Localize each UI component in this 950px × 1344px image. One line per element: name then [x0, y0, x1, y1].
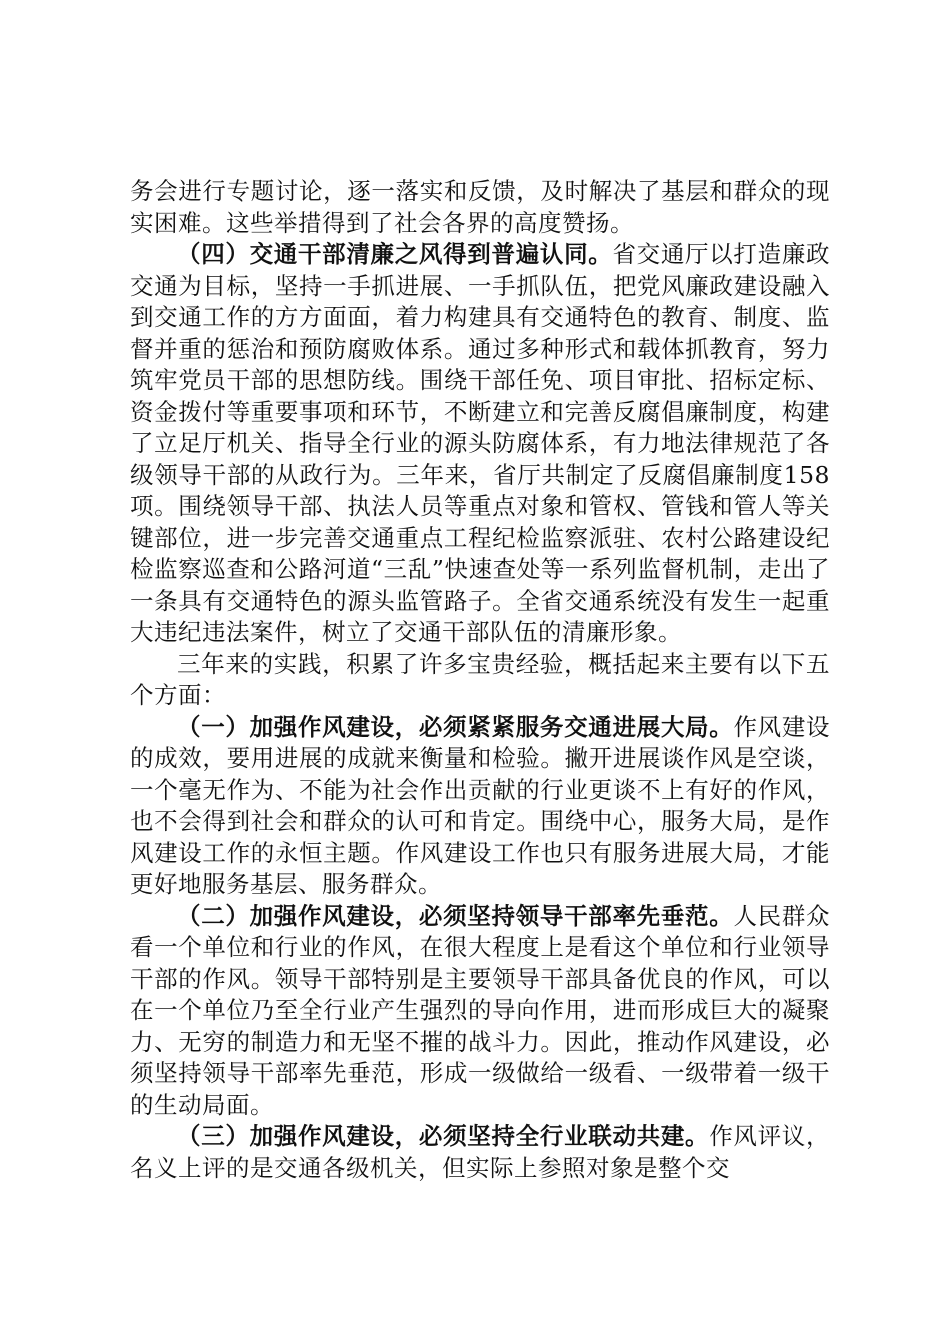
paragraph-continuation: [130, 176, 830, 239]
document-body: [130, 176, 830, 1184]
paragraph-heading: （三）加强作风建设，必须坚持全行业联动共建。: [177, 1122, 710, 1150]
paragraph-experience-two: [130, 901, 830, 1122]
paragraph-experience-three: [130, 1121, 830, 1184]
paragraph-experience-one: [130, 712, 830, 901]
paragraph-text: 三年来的实践，积累了许多宝贵经验，概括起来主要有以下五个方面：: [130, 649, 830, 709]
paragraph-text: 作风建设的成效，要用进展的成就来衡量和检验。撇开进展谈作风是空谈，一个毫无作为、不能为社会作出贡献的行业更谈不上有好的作风，也不会得到社会和群众的认可和肯定。围绕中心，服务大局，是作风建设工作的永恒主题。作风建设工作也只有服务进展大局，才能更好地服务基层、服务群众。: [130, 712, 831, 898]
paragraph-heading: （一）加强作风建设，必须紧紧服务交通进展大局。: [177, 712, 734, 741]
paragraph-text: 人民群众看一个单位和行业的作风，在很大程度上是看这个单位和行业领导干部的作风。领导干部特别是主要领导干部具备优良的作风，可以在一个单位乃至全行业产生强烈的导向作用，进而形成巨大的凝聚力、无穷的制造力和无坚不摧的战斗力。因此，推动作风建设，必须坚持领导干部率先垂范，形成一级做给一级看、一级带着一级干的生动局面。: [130, 901, 831, 1119]
paragraph-text: 省交通厅以打造廉政交通为目标，坚持一手抓进展、一手抓队伍，把党风廉政建设融入到交通工作的方方面面，着力构建具有交通特色的教育、制度、监督并重的惩治和预防腐败体系。通过多种形式和载体抓教育，努力筑牢党员干部的思想防线。围绕干部任免、项目审批、招标定标、资金拨付等重要事项和环节，不断建立和完善反腐倡廉制度，构建了立足厅机关、指导全行业的源头防腐体系，有力地法律规范了各级领导干部的从政行为。三年来，省厅共制定了反腐倡廉制度158项。围绕领导干部、执法人员等重点对象和管权、管钱和管人等关键部位，进一步完善交通重点工程纪检监察派驻、农村公路建设纪检监察巡查和公路河道“三乱”快速查处等一系列监督机制，走出了一条具有交通特色的源头监管路子。全省交通系统没有发生一起重大违纪违法案件，树立了交通干部队伍的清廉形象。: [130, 240, 831, 646]
paragraph-experience-intro: [130, 649, 830, 712]
paragraph-text: 务会进行专题讨论，逐一落实和反馈，及时解决了基层和群众的现实困难。这些举措得到了社会各界的高度赞扬。: [130, 177, 830, 237]
paragraph-text: 作风评议，名义上评的是交通各级机关，但实际上参照对象是整个交: [130, 1122, 831, 1182]
paragraph-heading: （四）交通干部清廉之风得到普遍认同。: [177, 240, 613, 268]
paragraph-heading: （二）加强作风建设，必须坚持领导干部率先垂范。: [177, 901, 734, 930]
paragraph-section-four: [130, 239, 830, 649]
